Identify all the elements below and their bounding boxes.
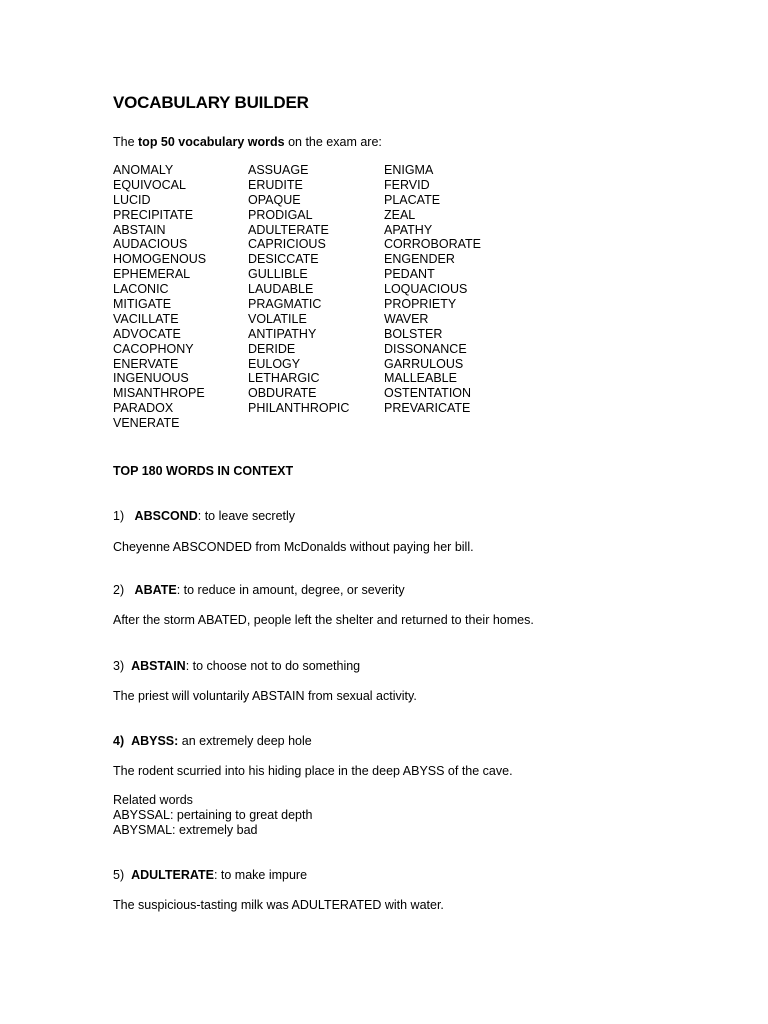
word-item: PRAGMATIC [248, 297, 322, 312]
word-item: LAUDABLE [248, 282, 314, 297]
entry-number: 2) [113, 583, 125, 597]
word-item: OSTENTATION [384, 386, 472, 401]
word-item: MITIGATE [113, 297, 172, 312]
entry-word: ABATE [134, 583, 177, 597]
entry-word: ABSTAIN [131, 659, 186, 673]
word-item: DISSONANCE [384, 341, 467, 356]
section-heading: TOP 180 WORDS IN CONTEXT [113, 464, 294, 478]
entry-word: ADULTERATE [131, 868, 214, 882]
word-item: HOMOGENOUS [113, 252, 207, 267]
entry-sentence: The suspicious-tasting milk was ADULTERATED with water. [113, 898, 444, 912]
word-item: PEDANT [384, 267, 435, 282]
entry-number: 1) [113, 509, 125, 523]
word-item: CAPRICIOUS [248, 237, 326, 252]
entry-abstain [113, 659, 360, 673]
word-column-1 [113, 163, 206, 431]
document-title: VOCABULARY BUILDER [113, 93, 309, 112]
entry-definition: : to leave secretly [197, 509, 296, 523]
word-item: OBDURATE [248, 386, 317, 401]
entry-sentence: After the storm ABATED, people left the shelter and returned to their homes. [113, 613, 534, 627]
word-item: PROPRIETY [384, 297, 457, 312]
word-item: ANTIPATHY [248, 326, 317, 341]
entry-word: ABSCOND [134, 509, 198, 523]
word-item: LOQUACIOUS [384, 282, 468, 297]
word-item: WAVER [384, 311, 429, 326]
word-item: ENIGMA [384, 163, 434, 177]
word-item: EQUIVOCAL [113, 177, 186, 192]
entry-definition: : to reduce in amount, degree, or severity [176, 583, 405, 597]
entry-abscond [113, 509, 295, 523]
intro-bold: top 50 vocabulary words [138, 135, 285, 149]
entry-sentence: The rodent scurried into his hiding place in the deep ABYSS of the cave. [113, 764, 513, 778]
word-item: ABSTAIN [113, 222, 166, 237]
word-item: CORROBORATE [384, 237, 481, 252]
word-item: CACOPHONY [113, 341, 194, 356]
word-item: LACONIC [113, 282, 169, 297]
word-item: ENGENDER [384, 252, 455, 267]
word-item: PREVARICATE [384, 401, 471, 416]
related-words [113, 793, 312, 837]
word-item: PLACATE [384, 192, 441, 207]
word-item: ANOMALY [113, 163, 174, 177]
intro-line [113, 135, 382, 149]
word-item: ENERVATE [113, 356, 179, 371]
word-item: BOLSTER [384, 326, 443, 341]
word-item: INGENUOUS [113, 371, 189, 386]
word-item: AUDACIOUS [113, 237, 188, 252]
word-item: VENERATE [113, 416, 180, 431]
entry-sentence: Cheyenne ABSCONDED from McDonalds without paying her bill. [113, 540, 474, 554]
word-item: MISANTHROPE [113, 386, 205, 401]
related-heading: Related words [113, 793, 193, 807]
word-item: APATHY [384, 222, 433, 237]
word-item: VOLATILE [248, 311, 307, 326]
word-item: GULLIBLE [248, 267, 308, 282]
word-column-2 [248, 163, 349, 416]
entry-adulterate [113, 868, 307, 882]
word-item: OPAQUE [248, 192, 301, 207]
related-line: ABYSSAL: pertaining to great depth [113, 807, 313, 822]
intro-after: on the exam are: [284, 135, 382, 149]
word-item: GARRULOUS [384, 356, 464, 371]
word-item: MALLEABLE [384, 371, 457, 386]
related-line: ABYSMAL: extremely bad [113, 822, 258, 837]
entry-abate [113, 583, 405, 597]
word-item: PHILANTHROPIC [248, 401, 350, 416]
word-item: DESICCATE [248, 252, 319, 267]
word-item: ADULTERATE [248, 222, 329, 237]
word-item: LETHARGIC [248, 371, 320, 386]
word-item: ERUDITE [248, 177, 303, 192]
word-item: VACILLATE [113, 311, 179, 326]
entry-definition: : to make impure [213, 868, 308, 882]
word-item: PARADOX [113, 401, 174, 416]
entry-number: 4) [113, 734, 125, 748]
entry-number: 3) [113, 659, 125, 673]
word-item: ASSUAGE [248, 163, 309, 177]
word-item: PRECIPITATE [113, 207, 194, 222]
word-item: EPHEMERAL [113, 267, 191, 282]
word-column-3 [384, 163, 481, 416]
word-item: LUCID [113, 192, 151, 207]
entry-sentence: The priest will voluntarily ABSTAIN from sexual activity. [113, 689, 417, 703]
entry-number: 5) [113, 868, 125, 882]
entry-definition: an extremely deep hole [178, 734, 312, 748]
entry-word: ABYSS: [131, 734, 179, 748]
entry-abyss [113, 734, 312, 748]
word-item: EULOGY [248, 356, 301, 371]
intro-before: The [113, 135, 139, 149]
word-item: DERIDE [248, 341, 296, 356]
word-item: FERVID [384, 177, 430, 192]
entry-definition: : to choose not to do something [185, 659, 361, 673]
word-item: ZEAL [384, 207, 416, 222]
word-item: PRODIGAL [248, 207, 313, 222]
word-item: ADVOCATE [113, 326, 181, 341]
